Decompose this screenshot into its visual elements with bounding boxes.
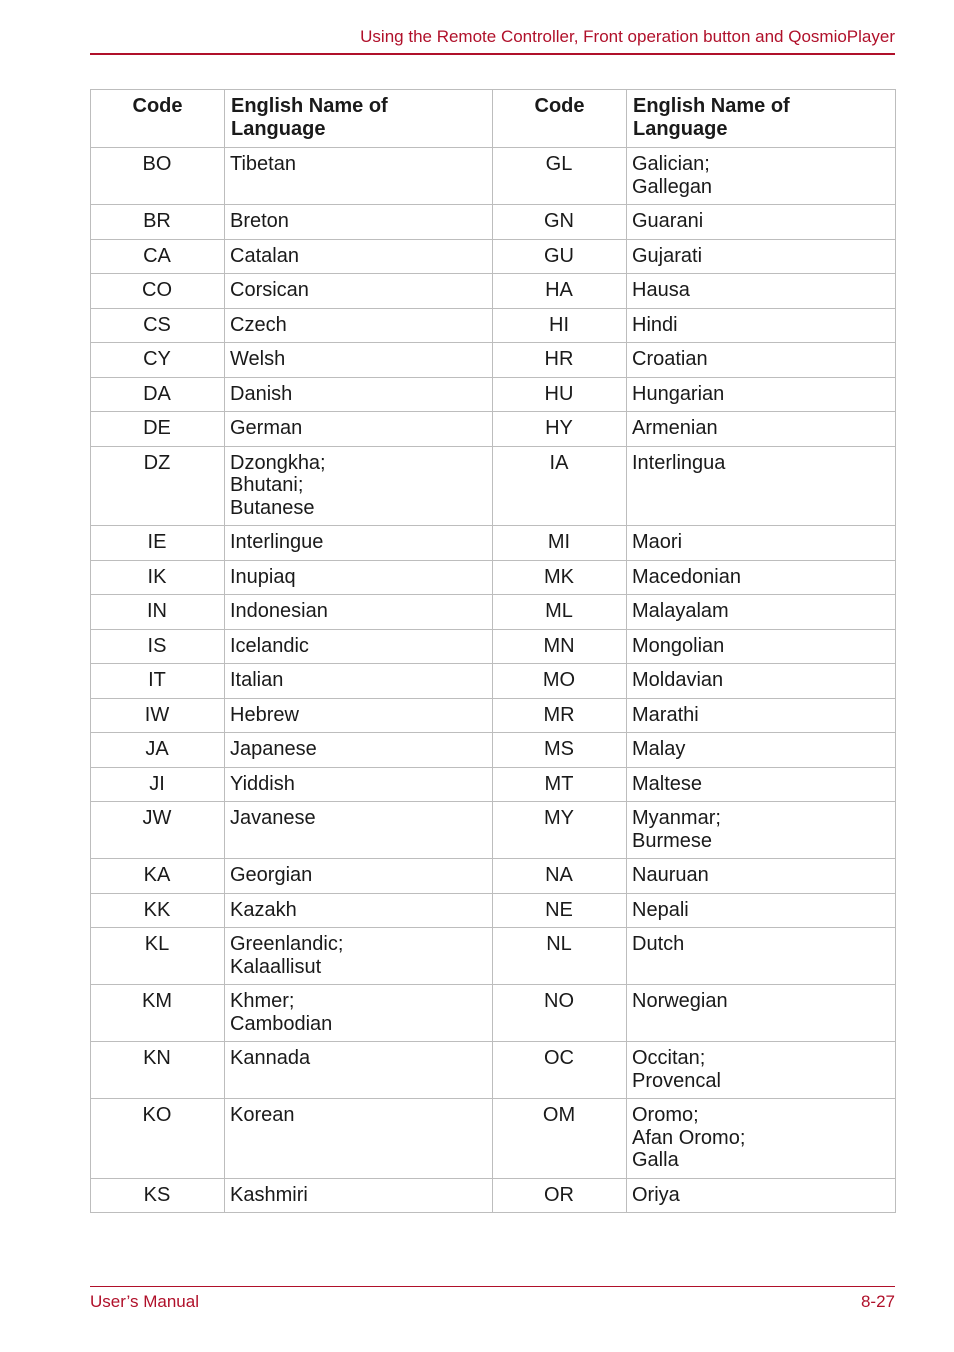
language-name-cell: Hindi <box>627 308 896 343</box>
table-row <box>91 239 896 274</box>
table-row <box>91 928 896 985</box>
table-row <box>91 308 896 343</box>
language-code-cell: MI <box>493 526 627 561</box>
language-code-cell: DA <box>91 377 225 412</box>
column-header-language: English Name of Language <box>627 90 896 148</box>
language-code-cell: KK <box>91 893 225 928</box>
language-code-cell: CA <box>91 239 225 274</box>
language-code-cell: NL <box>493 928 627 985</box>
language-code-cell: NA <box>493 859 627 894</box>
language-code-cell: NE <box>493 893 627 928</box>
language-code-cell: HR <box>493 343 627 378</box>
language-code-cell: IA <box>493 446 627 526</box>
table-row <box>91 560 896 595</box>
table-row <box>91 205 896 240</box>
language-name-cell: German <box>225 412 493 447</box>
language-name-cell: Georgian <box>225 859 493 894</box>
language-code-cell: JI <box>91 767 225 802</box>
language-name-cell: Kazakh <box>225 893 493 928</box>
language-name-cell: Javanese <box>225 802 493 859</box>
language-name-cell: Tibetan <box>225 148 493 205</box>
table-row <box>91 893 896 928</box>
language-code-cell: GL <box>493 148 627 205</box>
table-row <box>91 767 896 802</box>
table-row <box>91 595 896 630</box>
language-code-cell: JW <box>91 802 225 859</box>
language-code-cell: KO <box>91 1099 225 1179</box>
language-code-cell: HY <box>493 412 627 447</box>
language-code-cell: MK <box>493 560 627 595</box>
column-header-code: Code <box>91 90 225 148</box>
language-code-cell: KL <box>91 928 225 985</box>
language-code-cell: GU <box>493 239 627 274</box>
language-code-cell: MR <box>493 698 627 733</box>
language-code-cell: DE <box>91 412 225 447</box>
language-name-cell: Hausa <box>627 274 896 309</box>
language-code-cell: HI <box>493 308 627 343</box>
language-code-cell: CY <box>91 343 225 378</box>
language-name-cell: Myanmar; Burmese <box>627 802 896 859</box>
language-code-cell: CS <box>91 308 225 343</box>
footer-divider <box>90 1286 895 1287</box>
language-name-cell: Japanese <box>225 733 493 768</box>
language-code-cell: DZ <box>91 446 225 526</box>
language-name-cell: Croatian <box>627 343 896 378</box>
table-row <box>91 1178 896 1213</box>
language-name-cell: Mongolian <box>627 629 896 664</box>
language-name-cell: Corsican <box>225 274 493 309</box>
table-row <box>91 629 896 664</box>
language-code-cell: OM <box>493 1099 627 1179</box>
language-code-cell: IN <box>91 595 225 630</box>
language-code-cell: BR <box>91 205 225 240</box>
language-code-cell: JA <box>91 733 225 768</box>
language-name-cell: Macedonian <box>627 560 896 595</box>
language-code-table <box>90 89 896 1213</box>
language-code-cell: IS <box>91 629 225 664</box>
table-row <box>91 412 896 447</box>
language-name-cell: Interlingue <box>225 526 493 561</box>
language-code-cell: KS <box>91 1178 225 1213</box>
table-row <box>91 985 896 1042</box>
column-header-code: Code <box>493 90 627 148</box>
language-code-cell: MS <box>493 733 627 768</box>
language-name-cell: Italian <box>225 664 493 699</box>
column-header-language: English Name of Language <box>225 90 493 148</box>
language-name-cell: Catalan <box>225 239 493 274</box>
table-row <box>91 526 896 561</box>
table-row <box>91 802 896 859</box>
table-row <box>91 446 896 526</box>
language-name-cell: Indonesian <box>225 595 493 630</box>
table-row <box>91 859 896 894</box>
table-header-row <box>91 90 896 148</box>
language-code-cell: NO <box>493 985 627 1042</box>
language-name-cell: Moldavian <box>627 664 896 699</box>
language-name-cell: Hungarian <box>627 377 896 412</box>
language-code-cell: IE <box>91 526 225 561</box>
table-row <box>91 1042 896 1099</box>
language-code-cell: OR <box>493 1178 627 1213</box>
language-code-cell: ML <box>493 595 627 630</box>
language-name-cell: Malay <box>627 733 896 768</box>
language-name-cell: Kashmiri <box>225 1178 493 1213</box>
table-row <box>91 148 896 205</box>
language-name-cell: Yiddish <box>225 767 493 802</box>
language-code-cell: MY <box>493 802 627 859</box>
footer-manual-title: User’s Manual <box>90 1292 199 1311</box>
language-name-cell: Kannada <box>225 1042 493 1099</box>
language-code-cell: HU <box>493 377 627 412</box>
language-name-cell: Galician; Gallegan <box>627 148 896 205</box>
header-divider <box>90 53 895 55</box>
language-name-cell: Gujarati <box>627 239 896 274</box>
language-name-cell: Inupiaq <box>225 560 493 595</box>
language-name-cell: Guarani <box>627 205 896 240</box>
table-row <box>91 377 896 412</box>
language-code-cell: IK <box>91 560 225 595</box>
language-name-cell: Khmer; Cambodian <box>225 985 493 1042</box>
language-name-cell: Welsh <box>225 343 493 378</box>
language-name-cell: Breton <box>225 205 493 240</box>
language-name-cell: Greenlandic; Kalaallisut <box>225 928 493 985</box>
language-name-cell: Marathi <box>627 698 896 733</box>
language-code-cell: KN <box>91 1042 225 1099</box>
language-name-cell: Norwegian <box>627 985 896 1042</box>
language-name-cell: Icelandic <box>225 629 493 664</box>
page-header-title: Using the Remote Controller, Front operation button and QosmioPlayer <box>360 27 895 46</box>
language-name-cell: Armenian <box>627 412 896 447</box>
language-code-cell: GN <box>493 205 627 240</box>
language-name-cell: Oromo; Afan Oromo; Galla <box>627 1099 896 1179</box>
table-row <box>91 664 896 699</box>
language-code-cell: MN <box>493 629 627 664</box>
language-code-cell: IW <box>91 698 225 733</box>
language-name-cell: Dzongkha; Bhutani; Butanese <box>225 446 493 526</box>
table-row <box>91 733 896 768</box>
language-code-cell: OC <box>493 1042 627 1099</box>
language-name-cell: Nepali <box>627 893 896 928</box>
language-name-cell: Maori <box>627 526 896 561</box>
table-row <box>91 698 896 733</box>
table-body <box>91 148 896 1213</box>
language-code-cell: BO <box>91 148 225 205</box>
table-row <box>91 1099 896 1179</box>
language-code-cell: MT <box>493 767 627 802</box>
language-code-cell: IT <box>91 664 225 699</box>
language-name-cell: Oriya <box>627 1178 896 1213</box>
language-code-cell: MO <box>493 664 627 699</box>
footer-page-number: 8-27 <box>860 1292 895 1311</box>
language-code-cell: HA <box>493 274 627 309</box>
table-row <box>91 274 896 309</box>
language-code-cell: KM <box>91 985 225 1042</box>
language-code-cell: CO <box>91 274 225 309</box>
language-name-cell: Korean <box>225 1099 493 1179</box>
language-name-cell: Interlingua <box>627 446 896 526</box>
language-name-cell: Dutch <box>627 928 896 985</box>
language-name-cell: Maltese <box>627 767 896 802</box>
language-name-cell: Malayalam <box>627 595 896 630</box>
language-name-cell: Occitan; Provencal <box>627 1042 896 1099</box>
language-name-cell: Hebrew <box>225 698 493 733</box>
language-name-cell: Danish <box>225 377 493 412</box>
language-code-cell: KA <box>91 859 225 894</box>
table-row <box>91 343 896 378</box>
language-name-cell: Nauruan <box>627 859 896 894</box>
language-name-cell: Czech <box>225 308 493 343</box>
